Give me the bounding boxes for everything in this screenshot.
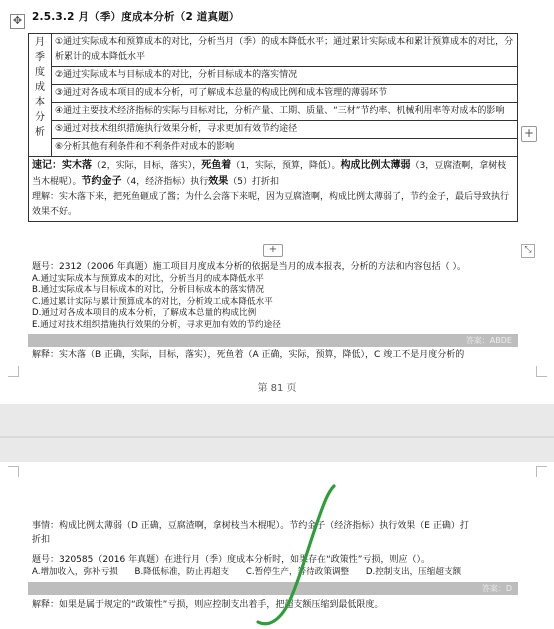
answer-text: 答案：ABDE [465,336,512,345]
table-row: ⑥分析其他有利条件和不利条件对成本的影响 [52,139,518,157]
page-number: 第 81 页 [257,383,297,394]
option: D.通过对各成本项目的成本分析，了解成本总量的构成比例 [32,308,257,318]
understand-text: 理解：实木落下来，把死鱼砸成了酱；为什么会落下来呢，因为豆腐渣啊，构成比例太薄弱了，节约金子，最后导致执行效果不好。 [32,192,510,217]
option: C.暂停生产，等待政策调整 [245,567,350,577]
table-resize-icon[interactable]: ⤡ [521,244,535,258]
option: A.增加收入，弥补亏损 [32,567,118,577]
page-gap [0,436,554,438]
page-corner-mark [536,366,547,377]
question-1 [32,262,522,331]
add-row-button[interactable]: + [263,244,283,257]
answer-text: 答案：D [481,584,512,593]
question-stem: 题号：2312（2006 年真题）施工项目月度成本分析的依据是当月的成本报表，分析的方法和内容包括（ ）。 [32,262,467,272]
page-corner-mark [536,466,547,477]
answer-bar [28,334,518,347]
add-column-button[interactable]: + [521,126,537,142]
option: E.通过对技术组织措施执行效果的分析，寻求更加有效的节约途径 [32,319,281,330]
explanation: 解释：实木落（B 正确，实际，目标，落实），死鱼着（A 正确，实际，预算，降低），C 竣工不是月度分析的 [32,350,465,360]
table-row: ③通过对各成本项目的成本分析，可了解成本总量的构成比例和成本管理的薄弱环节 [52,85,518,103]
option: C.通过累计实际与累计预算成本的对比，分析竣工成本降低水平 [32,296,273,307]
table-row: ①通过实际成本和预算成本的对比，分析当月（季）的成本降低水平；通过累计实际成本和累计预算成本的对比，分析累计的成本降低水平 [52,34,518,67]
continuation-text: 事情：构成比例太薄弱（D 正确，豆腐渣啊，拿树枝当木棍呢）。节约金子（经济指标）执行效果（E 正确）打 折扣 [32,521,469,545]
question-2-stem: 题号：320585（2016 年真题）在进行月（季）度成本分析时，如果存在“政策性”亏损，则应（）。 [32,555,430,565]
answer-bar [28,582,518,595]
memo-cell: 速记：实木落（2，实际，目标，落实），死鱼着（1，实际，预算，降低）。构成比例太薄弱（3，豆腐渣啊，拿树枝当木棍呢）。节约金子（4，经济指标）执行效果（5）打折扣 理解：实木落下来，把死鱼砸成了酱；为什么会落下来呢，因为豆腐渣啊，构成比例太薄弱了，节约金子，最后导致执行效果不好。 [29,157,518,222]
table-row: ②通过实际成本与目标成本的对比，分析目标成本的落实情况 [52,67,518,85]
page-corner-mark [8,466,19,477]
table-row: ④通过主要技术经济指标的实际与目标对比，分析产量、工期、质量、“三材”节约率、机械利用率等对成本的影响 [52,103,518,121]
option: B.降低标准，防止再超支 [134,567,230,577]
explanation: 解释：如果是属于规定的“政策性”亏损，则应控制支出着手，把超支额压缩到最低限度。 [32,600,384,610]
table-move-handle-icon[interactable]: ✥ [10,14,25,29]
table-row: ⑤通过对技术组织措施执行效果分析，寻求更加有效节约途径 [52,121,518,139]
analysis-table [28,33,518,222]
table-left-label: 月 季 度 成 本 分 析 [29,34,52,157]
question-2-options [32,566,475,578]
option: A.通过实际成本与预算成本的对比，分析当月的成本降低水平 [32,273,264,284]
option: D.控制支出，压缩超支额 [365,567,462,577]
section-title: 2.5.3.2 月（季）度成本分析（2 道真题） [32,11,240,23]
option: B.通过实际成本与目标成本的对比，分析目标成本的落实情况 [32,285,265,295]
page-corner-mark [8,366,19,377]
